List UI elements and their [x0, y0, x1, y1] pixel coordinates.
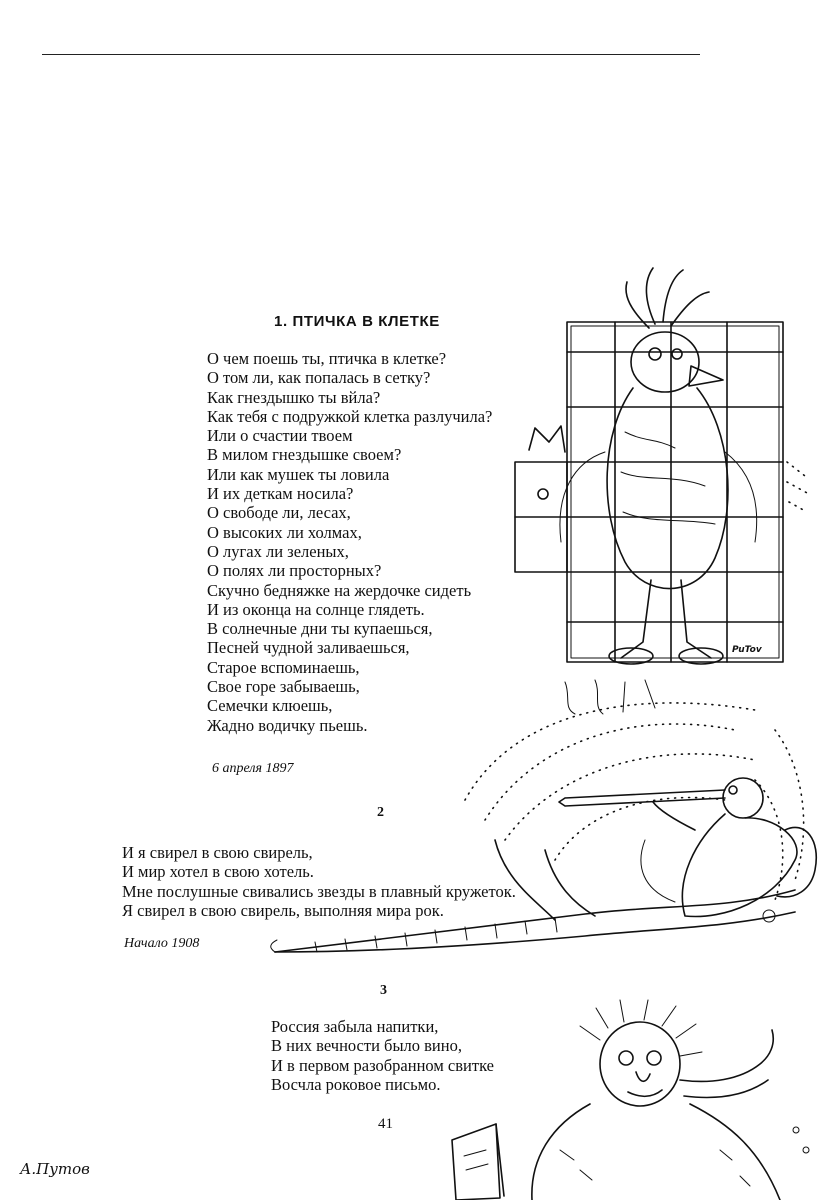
- artist-signature: А.Путов: [20, 1160, 90, 1178]
- poem-line: И в первом разобранном свитке: [271, 1055, 494, 1075]
- piper-serpent-illustration: [255, 690, 827, 990]
- poem-line: О высоких ли холмах,: [207, 522, 362, 542]
- poem-line: Восчла роковое письмо.: [271, 1074, 441, 1094]
- poem-line: Как гнездышко ты вйла?: [207, 387, 381, 407]
- poem-line: В милом гнездышке своем?: [207, 445, 402, 465]
- poem-line: О свободе ли, лесах,: [207, 503, 351, 523]
- poem-3-number: 3: [380, 983, 387, 998]
- poem-3-text: [271, 1017, 494, 1094]
- poem-2-number: 2: [377, 805, 384, 820]
- poem-line: Семечки клюешь,: [207, 696, 333, 716]
- poem-2-date: Начало 1908: [124, 936, 200, 951]
- poem-line: Свое горе забываешь,: [207, 677, 360, 697]
- poem-line: Мне послушные свивались звезды в плавный кружеток.: [122, 881, 516, 901]
- poem-line: О том ли, как попалась в сетку?: [207, 368, 431, 388]
- poem-1-date: 6 апреля 1897: [212, 761, 294, 776]
- poem-line: И мир хотел в свою хотель.: [122, 862, 314, 882]
- poem-line: О лугах ли зеленых,: [207, 541, 349, 561]
- poem-line: О чем поешь ты, птичка в клетке?: [207, 349, 447, 368]
- poem-2-text: [122, 843, 516, 920]
- poem-line: Песней чудной заливаешься,: [207, 638, 410, 658]
- poem-line: И из оконца на солнце глядеть.: [207, 599, 425, 619]
- cage-signature: PuTov: [732, 645, 762, 655]
- poem-line: И их деткам носила?: [207, 484, 354, 504]
- reader-illustration: [440, 1000, 827, 1200]
- poem-1-title: 1. ПТИЧКА В КЛЕТКЕ: [274, 313, 440, 330]
- poem-line: Старое вспоминаешь,: [207, 657, 360, 677]
- poem-line: Россия забыла напитки,: [271, 1017, 439, 1036]
- top-rule: [42, 54, 700, 55]
- poem-1-text: [207, 349, 492, 735]
- poem-line: И я свирел в свою свирель,: [122, 843, 313, 862]
- poem-line: Жадно водичку пьешь.: [207, 715, 368, 735]
- poem-line: Скучно бедняжке на жердочке сидеть: [207, 580, 472, 600]
- poem-line: Я свирел в свою свирель, выполняя мира рок.: [122, 900, 444, 920]
- poem-line: О полях ли просторных?: [207, 561, 382, 581]
- poem-line: В солнечные дни ты купаешься,: [207, 619, 433, 639]
- poem-line: Или о счастии твоем: [207, 426, 353, 446]
- poem-line: В них вечности было вино,: [271, 1036, 462, 1056]
- poem-line: Или как мушек ты ловила: [207, 464, 390, 484]
- page-number: 41: [378, 1116, 393, 1132]
- poem-line: Как тебя с подружкой клетка разлучила?: [207, 406, 493, 426]
- bird-in-cage-illustration: [505, 262, 815, 732]
